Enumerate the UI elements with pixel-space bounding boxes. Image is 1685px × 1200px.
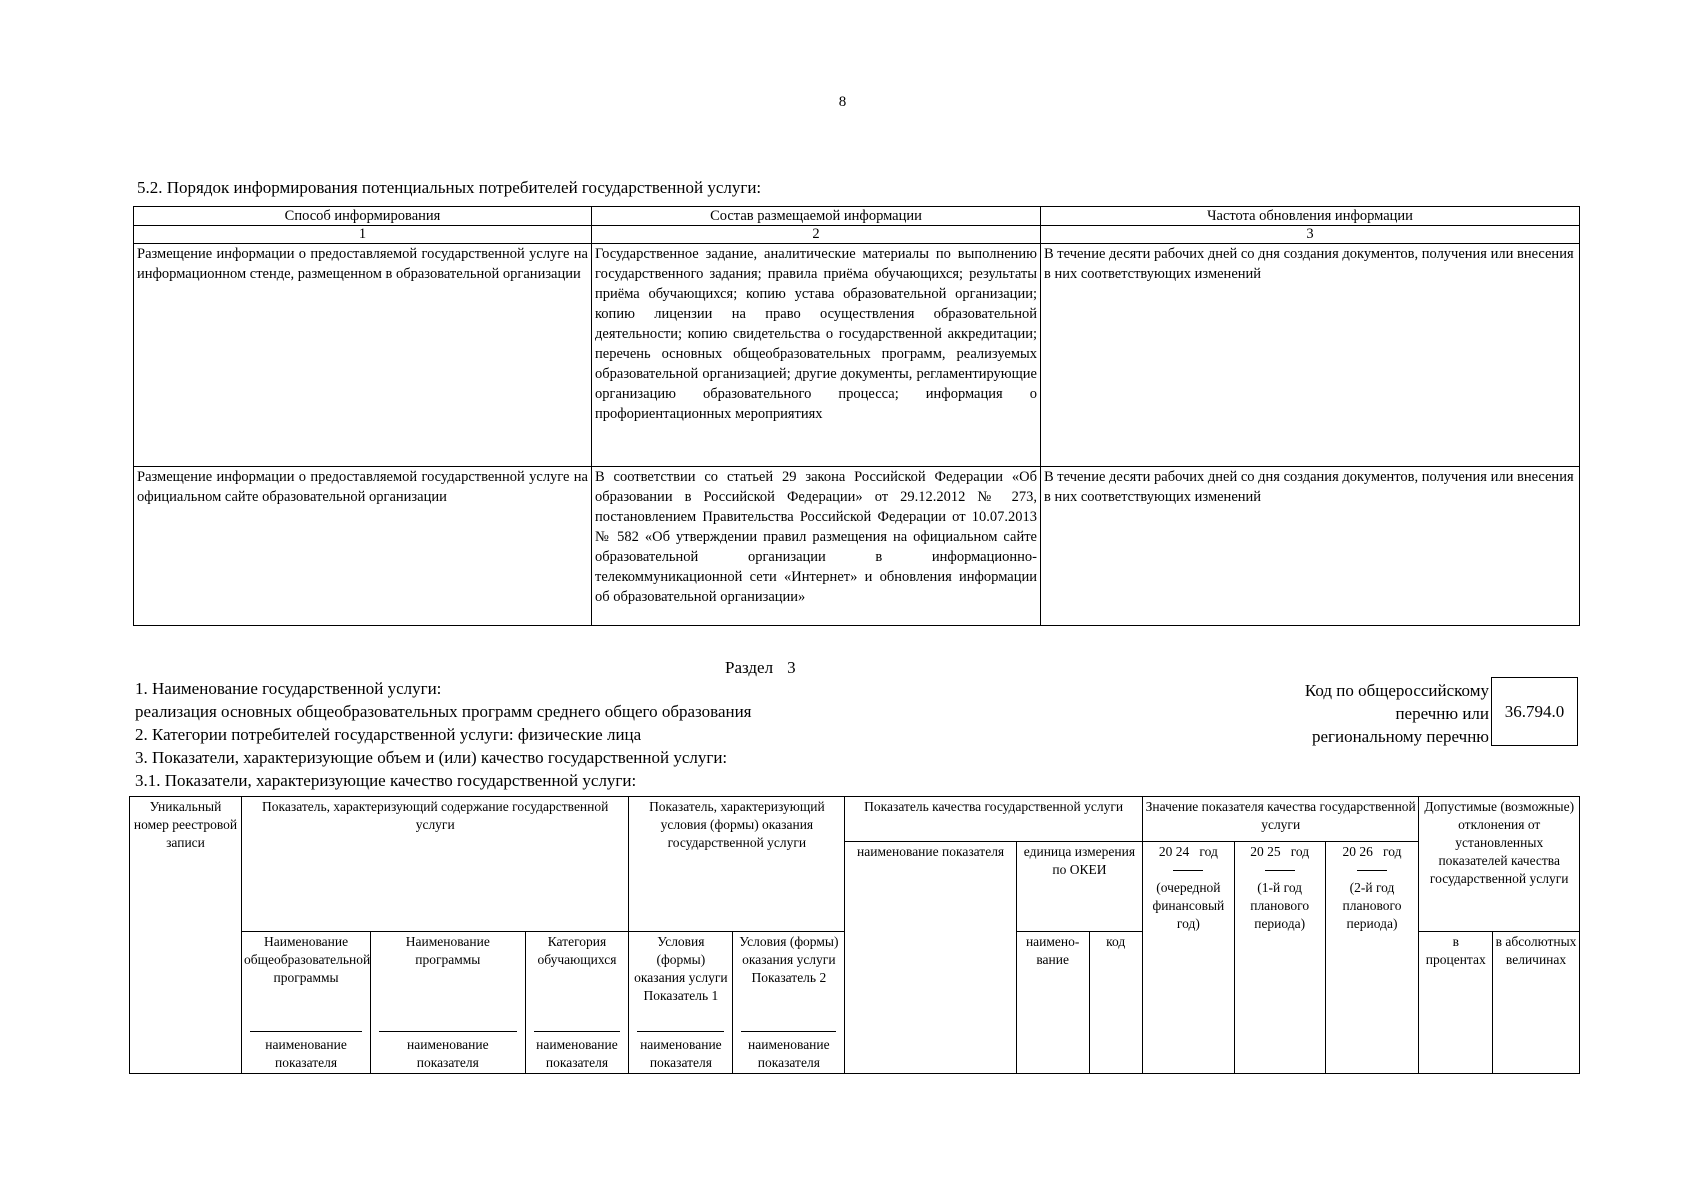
table-row: [134, 244, 1580, 467]
sub-header-footer: наименование показателя: [637, 1031, 724, 1072]
sub-header-text: Наименование программы: [405, 934, 490, 967]
service-name-label: 1. Наименование государственной услуги:: [135, 679, 442, 698]
cell-content: Государственное задание, аналитические материалы по выполнению государственного задания; правила приёма обучающихся; результаты приёма обучающихся; копию устава образовательной организации; копию лицензии на право осуществления образовательной деятельности; копию свидетельства о государственной аккредитации; перечень основных общеобразовательных программ, реализуемых образовательной организацией; другие документы, регламентирующие организацию образовательного процесса; информация о профориентационных мероприятиях: [592, 244, 1041, 467]
deviation-absolute: в абсолютных величинах: [1493, 932, 1580, 1074]
table-row: [134, 467, 1580, 626]
header-content-indicator: Показатель, характеризующий содержание государственной услуги: [241, 797, 628, 932]
year-description: (2-й год планового периода): [1342, 880, 1402, 931]
sub-header-footer: наименование показателя: [250, 1031, 362, 1072]
registry-code-label-line: перечню или: [1395, 704, 1489, 723]
header-frequency: Частота обновления информации: [1041, 207, 1580, 226]
sub-header-text: Наименование общеобразовательной программы: [243, 934, 371, 985]
unit-name: наимено-вание: [1016, 932, 1089, 1074]
year-value: 25: [1267, 844, 1281, 859]
sub-header-footer: наименование показателя: [379, 1031, 516, 1072]
sub-header-condition-2: [733, 932, 845, 1074]
year-value: 24: [1175, 844, 1190, 859]
registry-code-label-line: региональному перечню: [1311, 727, 1489, 746]
header-indicator-values: Значение показателя качества государственной услуги: [1142, 797, 1418, 842]
header-content: Состав размещаемой информации: [592, 207, 1041, 226]
year-prefix: 20: [1158, 844, 1173, 859]
cell-content: В соответствии со статьей 29 закона Российской Федерации «Об образовании в Российской Федерации» от 29.12.2012 № 273, постановлением Правительства Российской Федерации от 10.07.2013 № 582 «Об утверждении правил размещения на официальном сайте образовательной организации в информационно-телекоммуникационной сети «Интернет» и обновления информации об образовательной организации»: [592, 467, 1041, 626]
column-number: 1: [134, 226, 592, 244]
indicators-heading: 3. Показатели, характеризующие объем и (или) качество государственной услуги:: [135, 748, 728, 767]
cell-method: Размещение информации о предоставляемой государственной услуге на информационном стенде, размещенном в образовательной организации: [134, 244, 592, 467]
year-description: (1-й год планового периода): [1250, 880, 1310, 931]
year-prefix: 20: [1342, 844, 1357, 859]
header-quality-indicator: Показатель качества государственной услуги: [845, 797, 1143, 842]
section-number: 3: [787, 658, 796, 677]
sub-header-text: Категория обучающихся: [537, 934, 617, 967]
column-number: 2: [592, 226, 1041, 244]
service-name-value: реализация основных общеобразовательных программ среднего общего образования: [135, 702, 752, 721]
header-year-3: [1325, 842, 1419, 1074]
section-label: Раздел: [725, 658, 774, 677]
page-number: 8: [838, 94, 847, 110]
year-description: (очередной финансовый год): [1152, 880, 1225, 931]
year-suffix: год: [1290, 844, 1310, 859]
cell-method: Размещение информации о предоставляемой государственной услуге на официальном сайте образовательной организации: [134, 467, 592, 626]
sub-header-condition-1: [629, 932, 733, 1074]
header-conditions-indicator: Показатель, характеризующий условия (формы) оказания государственной услуги: [629, 797, 845, 932]
year-prefix: 20: [1250, 844, 1264, 859]
section-5-2-title: 5.2. Порядок информирования потенциальных потребителей государственной услуги:: [137, 178, 762, 197]
sub-header-footer: наименование показателя: [534, 1031, 621, 1072]
unit-code: код: [1089, 932, 1142, 1074]
sub-header-category: [525, 932, 629, 1074]
quality-indicators-table: [129, 796, 1580, 1074]
header-year-1: [1142, 842, 1234, 1074]
year-suffix: год: [1383, 844, 1402, 859]
header-year-2: [1234, 842, 1325, 1074]
registry-code-label-line: Код по общероссийскому: [1304, 681, 1489, 700]
sub-header-text: Условия (формы) оказания услуги Показатель 1: [634, 934, 728, 1003]
consumer-categories: 2. Категории потребителей государственной услуги: физические лица: [135, 725, 642, 744]
column-number: 3: [1041, 226, 1580, 244]
sub-header-program-name: [371, 932, 525, 1074]
section-heading: [725, 658, 796, 678]
year-value: 26: [1359, 844, 1373, 859]
header-unique-number: Уникальный номер реестровой записи: [130, 797, 242, 1074]
header-deviations: Допустимые (возможные) отклонения от установленных показателей качества государственной услуги: [1419, 797, 1580, 932]
sub-header-text: Условия (формы) оказания услуги Показатель 2: [739, 934, 839, 985]
registry-code-value: 36.794.0: [1491, 677, 1578, 746]
year-suffix: год: [1199, 844, 1218, 859]
header-unit-okei: единица измерения по ОКЕИ: [1016, 842, 1142, 932]
cell-frequency: В течение десяти рабочих дней со дня создания документов, получения или внесения в них соответствующих изменений: [1041, 244, 1580, 467]
sub-header-footer: наименование показателя: [741, 1031, 836, 1072]
registry-code-label: [1290, 679, 1489, 748]
quality-indicators-heading: 3.1. Показатели, характеризующие качество государственной услуги:: [135, 771, 637, 790]
deviation-percent: в процентах: [1419, 932, 1493, 1074]
header-method: Способ информирования: [134, 207, 592, 226]
informing-table: [133, 206, 1580, 626]
sub-header-program: [241, 932, 370, 1074]
cell-frequency: В течение десяти рабочих дней со дня создания документов, получения или внесения в них соответствующих изменений: [1041, 467, 1580, 626]
header-indicator-name: наименование показателя: [845, 842, 1017, 1074]
